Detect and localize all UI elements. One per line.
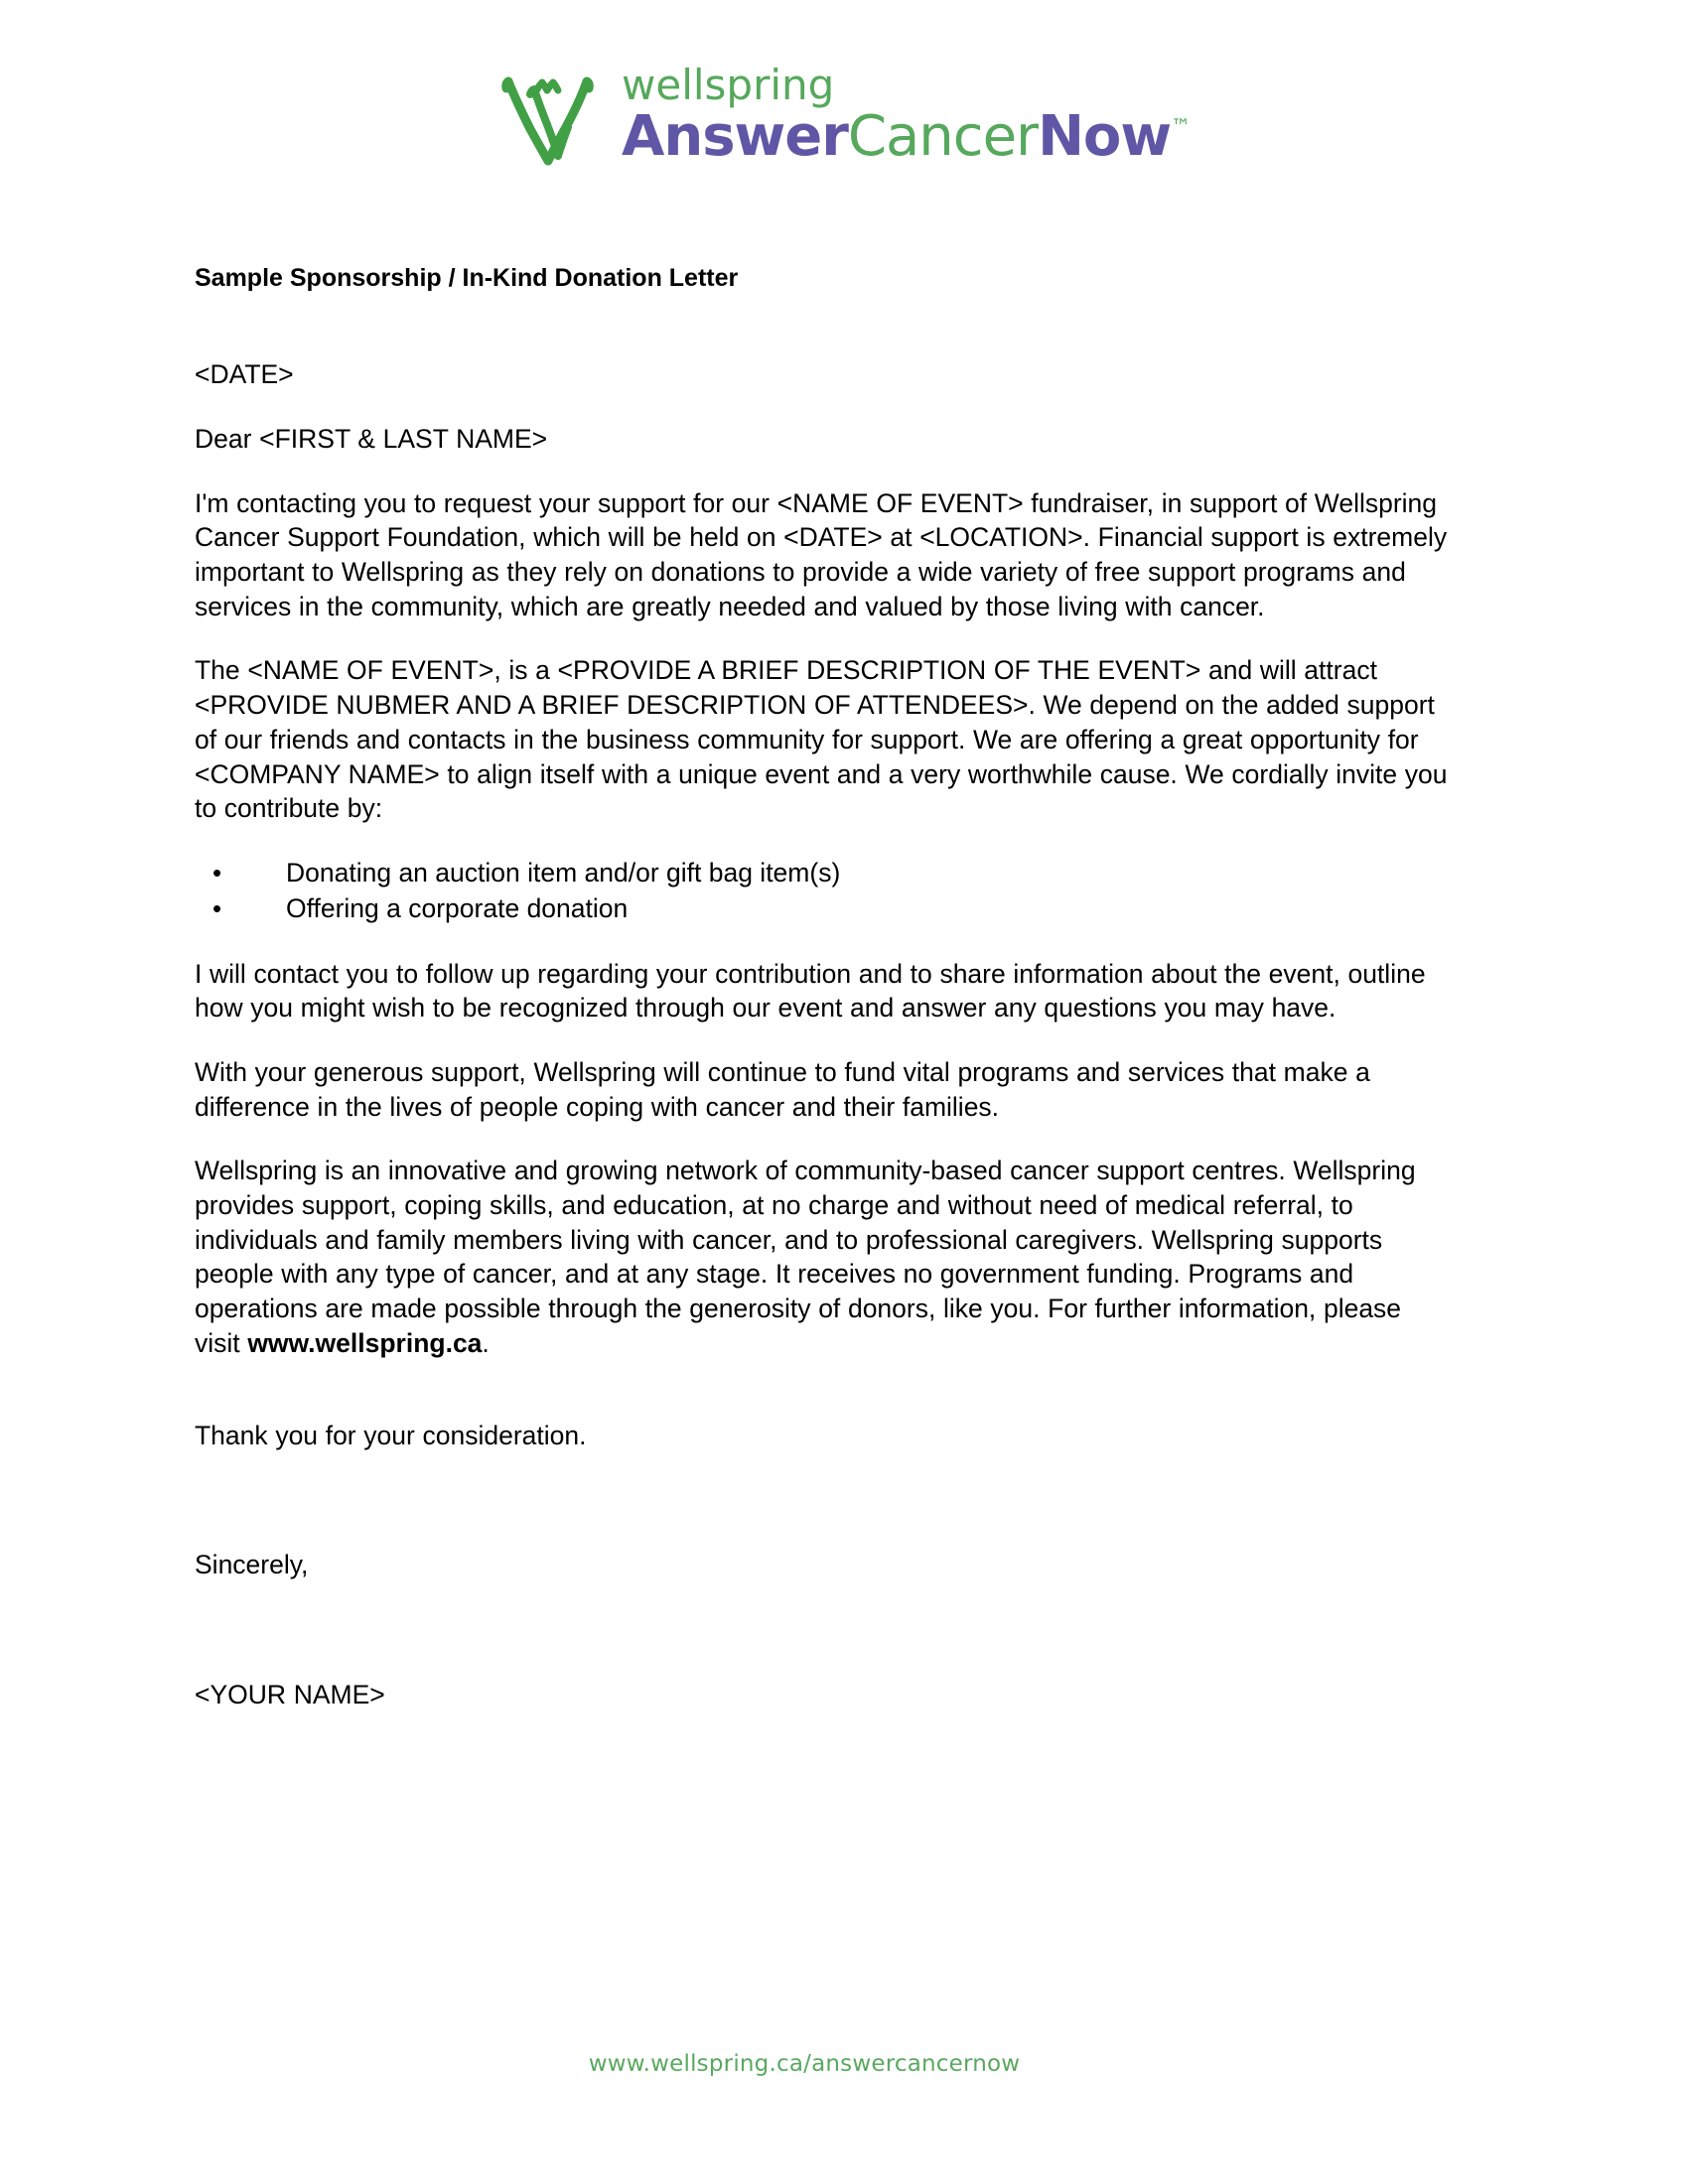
paragraph-3: I will contact you to follow up regarding your contribution and to share information about the event, outline how you might wish to be recognized through our event and answer any questions you may have. bbox=[195, 958, 1426, 1024]
logo-word-cancer: Cancer bbox=[847, 104, 1039, 170]
logo-brand-top: wellspring bbox=[622, 61, 835, 110]
letter-body bbox=[195, 263, 1448, 1712]
salutation-line: Dear <FIRST & LAST NAME> bbox=[195, 423, 548, 454]
contribution-options-list bbox=[195, 856, 1448, 927]
wellspring-w-mark-icon bbox=[496, 62, 608, 171]
logo-wordmark bbox=[622, 61, 1192, 171]
closing-line: Sincerely, bbox=[195, 1550, 309, 1580]
list-item-label: Donating an auction item and/or gift bag item(s) bbox=[286, 857, 841, 887]
wellspring-logo bbox=[496, 62, 1191, 171]
logo-word-now: Now bbox=[1038, 104, 1172, 170]
logo-word-answer: Answer bbox=[622, 104, 848, 170]
list-item bbox=[195, 856, 1448, 891]
thank-you-line: Thank you for your consideration. bbox=[195, 1420, 587, 1450]
paragraph-4: With your generous support, Wellspring will continue to fund vital programs and services that make a difference in the lives of people coping with cancer and their families. bbox=[195, 1056, 1370, 1122]
list-item bbox=[195, 891, 1448, 927]
footer-url[interactable]: www.wellspring.ca/answercancernow bbox=[588, 2051, 1021, 2077]
trademark-icon: ™ bbox=[1171, 114, 1192, 139]
logo-brand-main bbox=[622, 104, 1192, 170]
paragraph-1: I'm contacting you to request your support for our <NAME OF EVENT> fundraiser, in support of Wellspring Cancer Support Foundation, which will be held on <DATE> at <LOCATION>. Financial support is extremely important to Wellspring as they rely on donations to provide a wide variety of free support programs and services in the community, which are greatly needed and valued by those living with cancer. bbox=[195, 487, 1448, 621]
signature-line: <YOUR NAME> bbox=[195, 1679, 385, 1709]
paragraph-5-text-after-link: . bbox=[482, 1327, 490, 1358]
page-title: Sample Sponsorship / In-Kind Donation Letter bbox=[195, 264, 739, 292]
date-line: <DATE> bbox=[195, 359, 294, 390]
bullet-point-icon: • bbox=[212, 857, 222, 887]
paragraph-2: The <NAME OF EVENT>, is a <PROVIDE A BRIEF DESCRIPTION OF THE EVENT> and will attract <PROVIDE NUBMER AND A BRIEF DESCRIPTION OF ATTENDEES>. We depend on the added support of our friends and contacts in the business community for support. We are offering a great opportunity for <COMPANY NAME> to align itself with a unique event and a very worthwhile cause. We cordially invite you to contribute by: bbox=[195, 655, 1448, 824]
list-item-label: Offering a corporate donation bbox=[286, 892, 629, 923]
bullet-point-icon: • bbox=[212, 892, 222, 923]
paragraph-5 bbox=[195, 1154, 1448, 1360]
paragraph-5-text-before-link: Wellspring is an innovative and growing network of community-based cancer support centres. Wellspring provides support, coping skills, and education, at no charge and without need of medical referral, to individuals and family members living with cancer, and to professional caregivers. Wellspring supports people with any type of cancer, and at any stage. It receives no government funding. Programs and operations are made possible through the generosity of donors, like you. For further information, please visit bbox=[195, 1156, 1416, 1358]
wellspring-website-link[interactable]: www.wellspring.ca bbox=[247, 1327, 483, 1358]
